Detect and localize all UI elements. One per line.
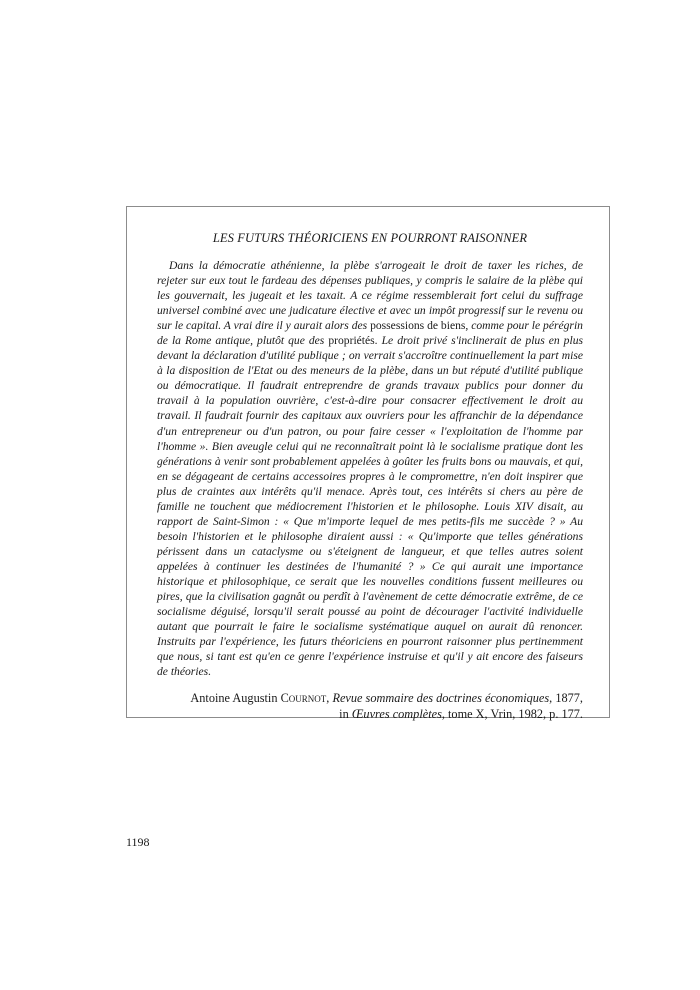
quote-paragraph — [157, 258, 583, 679]
paragraph-roman-2: propriétés. — [328, 334, 378, 348]
author-first-name: Antoine Augustin — [190, 691, 278, 706]
page-number: 1198 — [126, 835, 150, 849]
paragraph-roman-1: possessions de biens, — [370, 319, 469, 333]
paragraph-part-3: Le droit privé s'inclinerait de plus en plus devant la déclaration d'utilité publique ; on verrait s'accroître continuellement la part mise à la disposition de l'Etat ou des meneurs de la plèbe, dans un but réputé d'utilité publique ou démocratique. Il faudrait entreprendre de grands travaux publics pour donner du travail à la population ouvrière, c'est-à-dire pour consacrer effectivement le droit au travail. Il faudrait fournir des capitaux aux ouvriers pour les affranchir de la dépendance d'un entrepreneur ou d'un patron, ou pour faire cesser « l'exploitation de l'homme par l'homme ». Bien aveugle celui qui ne reconnaîtrait point là le socialisme pratique dont les générations à venir sont probablement appelées à goûter les fruits bons ou mauvais, et qui, en se dégageant de certains accessoires propres à le compromettre, n'en doit inspirer que plus de craintes aux intérêts qu'il menace. Après tout, ces intérêts si chers au père de famille ne touchent que médiocrement l'historien et le philosophe. Louis XIV disait, au rapport de Saint-Simon : « Que m'importe lequel de mes petits-fils me succède ? » Au besoin l'historien et le philosophe diraient aussi : « Qu'importe que telles générations périssent dans un cataclysme ou s'éteignent de langueur, et que telles autres soient appelées à continuer les destinées de l'humanité ? » Ce qui aurait une importance historique et philosophique, ce serait que les nouvelles conditions fussent meilleures ou pires, que la civilisation gagnât ou perdît à l'avènement de cette démocratie extrême, de ce socialisme déguisé, lorsqu'il serait poussé au point de décourager l'activité individuelle autant que pourrait le faire le socialisme systématique auquel on aurait dû renoncer. Instruits par l'expérience, les futurs théoriciens en pourront raisonner plus pertinemment que nous, si tant est qu'en ce genre l'expérience instruise et qu'il y ait encore des faiseurs de théories. — [157, 334, 584, 679]
paragraph-part-1: Dans la démocratie athénienne, la plèbe s'arrogeait le droit de taxer les riches, de rejeter sur eux tout le fardeau des dépenses publiques, y compris le salaire de la plèbe qui les gouvernait, les jugeait et les taxait. A ce régime ressemblerait fort celui du suffrage universel combiné avec une judicature élective et avec un impôt progressif sur le revenu ou sur le capital. A vrai dire il y aurait alors des — [157, 259, 583, 333]
citation-in: in — [339, 706, 349, 721]
citation-line-1 — [157, 691, 583, 707]
citation-line-2 — [157, 707, 583, 723]
paragraph-part-2: comme pour le pérégrin de la Rome antique, plutôt que des — [157, 319, 583, 348]
collection-title: Œuvres complètes, — [351, 706, 445, 721]
quote-box — [126, 206, 610, 721]
author-last-name: Cournot, — [280, 691, 330, 706]
work-title: Revue sommaire des doctrines économiques — [332, 691, 550, 706]
citation-details: tome X, Vrin, 1982, p. 177. — [448, 706, 583, 721]
source-citation — [157, 691, 583, 722]
quote-title: LES FUTURS THÉORICIENS EN POURRONT RAISONNER — [212, 231, 528, 245]
work-year: , 1877, — [549, 691, 583, 706]
